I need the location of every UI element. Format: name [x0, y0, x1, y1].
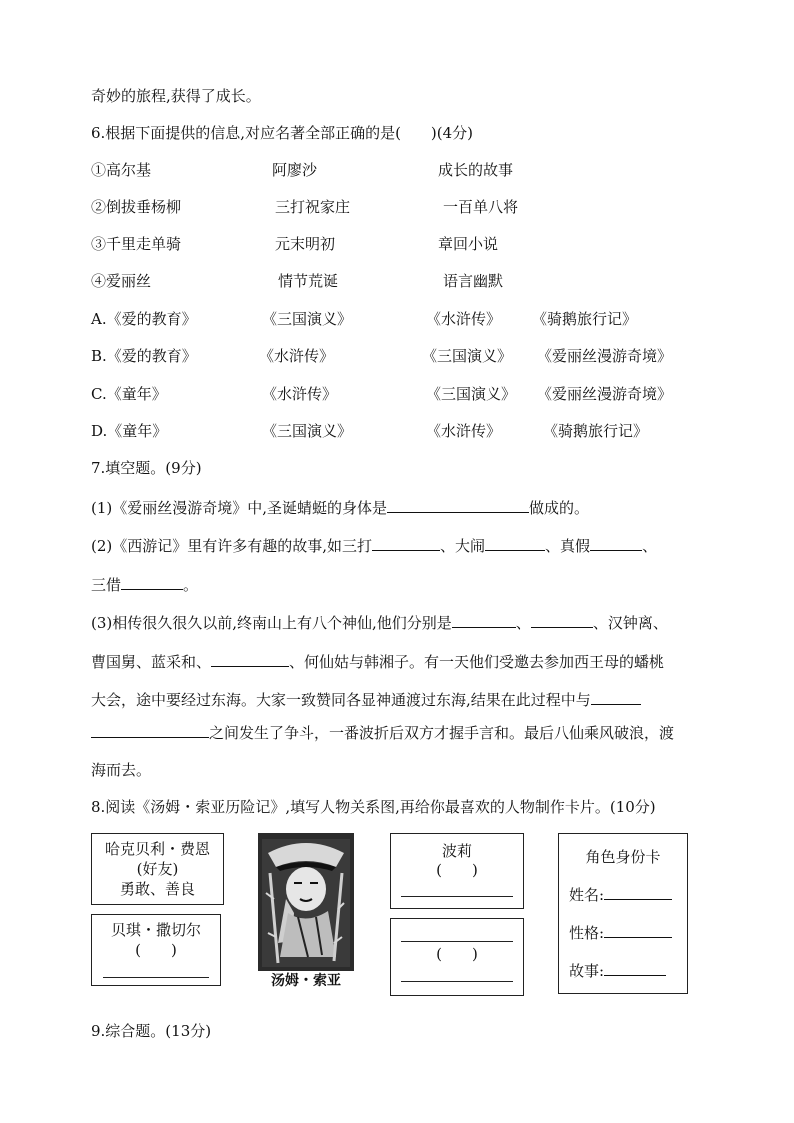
- q7-part-2-cont: [91, 574, 198, 595]
- character-card-name-row: [569, 884, 672, 905]
- tom-sawyer-woodcut-image: [258, 833, 354, 993]
- q6-option-d-item-4: 《骑鹅旅行记》: [543, 422, 649, 440]
- q7-part-3: [91, 612, 668, 633]
- q7-part-1-text-b: 做成的。: [529, 499, 590, 517]
- relation-box-becky-relation[interactable]: ( ): [135, 941, 177, 959]
- q6-option-a-item-3: 《水浒传》: [426, 310, 502, 328]
- q7-blank-1[interactable]: [387, 497, 529, 513]
- relation-box-polly-relation[interactable]: ( ): [436, 861, 478, 879]
- character-card-story-row: [569, 960, 666, 981]
- q6-option-a-item-4: 《骑鹅旅行记》: [532, 310, 638, 328]
- relation-box-blank-answer-line[interactable]: [401, 981, 513, 982]
- q6-option-b-item-2: 《水浒传》: [259, 347, 335, 365]
- q6-row-2-col-3: 一百单八将: [443, 198, 519, 216]
- q6-row-3-col-2: 元末明初: [275, 235, 336, 253]
- q7-part-3-line-3: [91, 689, 641, 710]
- relation-box-becky-name: 贝琪・撒切尔: [110, 921, 201, 939]
- relation-box-polly-name: 波莉: [441, 842, 472, 860]
- q7-blank-7[interactable]: [531, 612, 593, 628]
- character-card-personality-label: 性格:: [569, 924, 605, 942]
- character-card-personality-row: [569, 922, 672, 943]
- q8-prompt: 8.阅读《汤姆・索亚历险记》,填写人物关系图,再给你最喜欢的人物制作卡片。(10分): [91, 798, 656, 816]
- q6-row-3-col-3: 章回小说: [438, 235, 499, 253]
- character-card-personality-input[interactable]: [604, 922, 672, 938]
- q6-option-b-item-1: B.《爱的教育》: [91, 347, 197, 365]
- relation-box-huck-traits: 勇敢、善良: [119, 880, 195, 898]
- q6-prompt: 6.根据下面提供的信息,对应名著全部正确的是( )(4分): [91, 124, 474, 142]
- relation-box-huck-name: 哈克贝利・费恩: [104, 840, 210, 858]
- q7-part-2-text-a: (2)《西游记》里有许多有趣的故事,如三打: [91, 537, 373, 555]
- q7-part-1-text-a: (1)《爱丽丝漫游奇境》中,圣诞蜻蜓的身体是: [91, 499, 388, 517]
- relation-box-blank-relation[interactable]: ( ): [436, 945, 478, 963]
- relation-box-huck-relation: (好友): [136, 860, 179, 878]
- q7-prompt: 7.填空题。(9分): [91, 459, 202, 477]
- character-card-story-label: 故事:: [569, 962, 605, 980]
- q7-part-2-text-f: 。: [183, 576, 199, 594]
- relation-box-blank: [390, 918, 524, 996]
- q6-row-2-col-1: ②倒拔垂杨柳: [91, 198, 182, 216]
- q7-blank-9[interactable]: [591, 689, 641, 705]
- q6-option-b-item-4: 《爱丽丝漫游奇境》: [537, 347, 673, 365]
- q7-blank-8[interactable]: [211, 651, 289, 667]
- q7-part-3-text-a: (3)相传很久很久以前,终南山上有八个神仙,他们分别是: [91, 614, 452, 632]
- q6-row-1-col-1: ①高尔基: [91, 161, 152, 179]
- character-card-title: 角色身份卡: [585, 848, 661, 866]
- relation-box-polly: [390, 833, 524, 909]
- q6-option-c-item-2: 《水浒传》: [262, 385, 338, 403]
- q7-part-3-text-f: 大会，途中要经过东海。大家一致赞同各显神通渡过东海,结果在此过程中与: [91, 691, 591, 709]
- q7-part-3-text-e: 、何仙姑与韩湘子。有一天他们受邀去参加西王母的蟠桃: [289, 653, 665, 671]
- q7-blank-10[interactable]: [91, 722, 209, 738]
- q7-part-2-text-e: 三借: [91, 576, 122, 594]
- q6-option-a-item-1: A.《爱的教育》: [91, 310, 197, 328]
- q6-option-c-item-4: 《爱丽丝漫游奇境》: [537, 385, 673, 403]
- q9-prompt: 9.综合题。(13分): [91, 1022, 212, 1040]
- character-card-story-input[interactable]: [604, 960, 666, 976]
- q6-row-1-col-3: 成长的故事: [438, 161, 514, 179]
- q7-part-3-text-d: 曹国舅、蓝采和、: [91, 653, 212, 671]
- relation-box-huck: [91, 833, 224, 905]
- q7-part-1: [91, 497, 589, 518]
- character-card: [558, 833, 688, 994]
- q7-part-3-line-2: [91, 651, 664, 672]
- q6-option-c-item-3: 《三国演义》: [426, 385, 517, 403]
- q7-part-3-text-b: 、: [515, 614, 531, 632]
- q6-row-2-col-2: 三打祝家庄: [275, 198, 351, 216]
- q6-row-4-col-2: 情节荒诞: [278, 272, 339, 290]
- q6-option-d-item-2: 《三国演义》: [262, 422, 353, 440]
- q6-row-4-col-3: 语言幽默: [443, 272, 504, 290]
- q7-blank-5[interactable]: [121, 574, 183, 590]
- q7-blank-3[interactable]: [485, 535, 545, 551]
- q7-part-3-text-c: 、汉钟离、: [592, 614, 668, 632]
- q7-part-3-line-5: 海而去。: [91, 761, 152, 779]
- q7-blank-2[interactable]: [372, 535, 440, 551]
- intro-tail: 奇妙的旅程,获得了成长。: [91, 87, 261, 105]
- character-card-name-label: 姓名:: [569, 886, 605, 904]
- character-card-name-input[interactable]: [604, 884, 672, 900]
- relation-box-blank-name-line[interactable]: [401, 941, 513, 942]
- q6-row-4-col-1: ④爱丽丝: [91, 272, 152, 290]
- q7-part-2-text-b: 、大闹: [440, 537, 486, 555]
- relation-box-polly-answer-line[interactable]: [401, 896, 513, 897]
- q6-row-3-col-1: ③千里走单骑: [91, 235, 182, 253]
- q7-blank-6[interactable]: [452, 612, 516, 628]
- q6-option-c-item-1: C.《童年》: [91, 385, 167, 403]
- q6-option-d-item-3: 《水浒传》: [426, 422, 502, 440]
- q7-blank-4[interactable]: [590, 535, 642, 551]
- relation-box-becky: [91, 914, 221, 986]
- q7-part-2-text-c: 、真假: [545, 537, 591, 555]
- q7-part-2: [91, 535, 657, 556]
- q6-option-d-item-1: D.《童年》: [91, 422, 168, 440]
- q6-option-b-item-3: 《三国演义》: [422, 347, 513, 365]
- q7-part-2-text-d: 、: [642, 537, 658, 555]
- q6-row-1-col-2: 阿廖沙: [272, 161, 318, 179]
- portrait-caption: 汤姆・索亚: [271, 973, 341, 989]
- q7-part-3-text-g: 之间发生了争斗，一番波折后双方才握手言和。最后八仙乘风破浪，渡: [209, 724, 675, 742]
- relation-box-becky-answer-line[interactable]: [103, 977, 209, 978]
- tom-sawyer-portrait: [258, 833, 354, 993]
- q6-option-a-item-2: 《三国演义》: [262, 310, 353, 328]
- q7-part-3-line-4: [91, 722, 674, 743]
